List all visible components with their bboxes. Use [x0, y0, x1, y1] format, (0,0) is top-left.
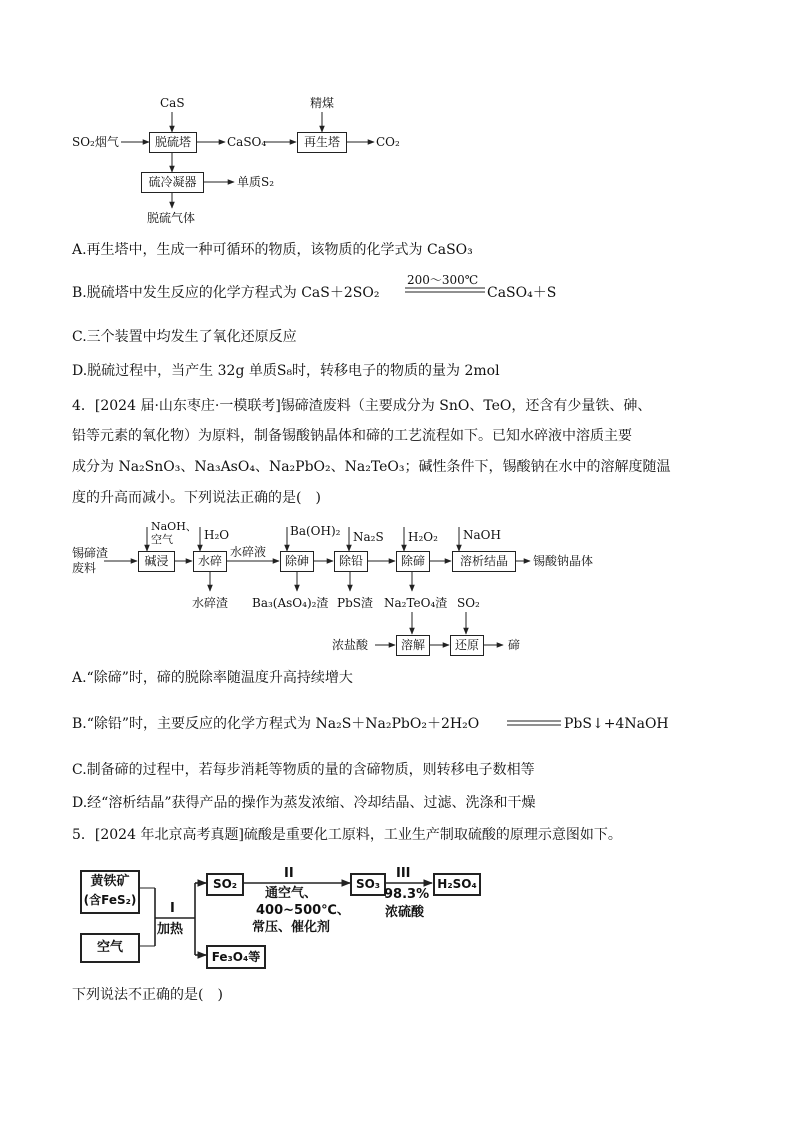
step-i-label: I	[170, 901, 175, 916]
co2-label: CO₂	[376, 135, 400, 149]
tuoliu-qiti-label: 脱硫气体	[147, 211, 196, 225]
feed-label-1: 锡碲渣	[72, 546, 109, 560]
huanyuan-box: 还原	[450, 635, 484, 656]
shuisui-box: 水碎	[193, 551, 227, 572]
q5-stem: 5．[2024 年北京高考真题]硫酸是重要化工原料，工业生产制取硫酸的原理示意图如下。	[72, 827, 622, 843]
rongjie-box: 溶解	[396, 635, 430, 656]
q4-stem-line3: 成分为 Na₂SnO₃、Na₃AsO₄、Na₂PbO₂、Na₂TeO₃；碱性条件下，锡酸钠在水中的溶解度随温	[72, 459, 671, 475]
na2teo4-zha-label: Na₂TeO₄渣	[384, 596, 448, 610]
chudi-box: 除碲	[396, 551, 430, 572]
h2so4-box: H₂SO₄	[433, 873, 481, 896]
chuqian-box: 除铅	[334, 551, 368, 572]
jingmei-label: 精煤	[310, 96, 335, 110]
q4-option-c: C.制备碲的过程中，若每步消耗等物质的量的含碲物质，则转移电子数相等	[72, 762, 535, 778]
kongqi-box: 空气	[80, 933, 140, 963]
so2-box: SO₂	[206, 873, 244, 896]
feed-label-2: 废料	[72, 561, 97, 575]
cond-line-2: 400~500℃、	[256, 903, 350, 918]
q4-option-b-suffix: PbS↓+4NaOH	[564, 716, 669, 732]
ba-aso4-zha-label: Ba₃(AsO₄)₂渣	[252, 596, 329, 610]
naoh-air-label-1: NaOH、	[151, 520, 197, 533]
so2-yanqi-label: SO₂烟气	[72, 135, 119, 149]
jianjin-box: 碱浸	[138, 551, 175, 572]
pbs-zha-label: PbS渣	[337, 596, 373, 610]
q3-option-b-suffix: CaSO₄＋S	[487, 285, 557, 301]
shuisuiye-label: 水碎液	[230, 545, 267, 559]
h2o2-label: H₂O₂	[408, 530, 438, 544]
caso4-label: CaSO₄	[227, 135, 267, 149]
naoh-label: NaOH	[463, 528, 501, 542]
cas-label: CaS	[160, 96, 185, 110]
shuisuizha-label: 水碎渣	[192, 596, 229, 610]
fe3o4-box: Fe₃O₄等	[206, 945, 266, 969]
jiare-label: 加热	[157, 922, 184, 937]
q4-stem-line1: 4．[2024 届·山东枣庄·一模联考]锡碲渣废料（主要成分为 SnO、TeO，还含有少量铁、砷、	[72, 398, 652, 414]
so2-label: SO₂	[457, 596, 480, 610]
q3-option-b-prefix: B.脱硫塔中发生反应的化学方程式为 CaS＋2SO₂	[72, 285, 380, 301]
danzhi-s2-label: 单质S₂	[237, 175, 275, 189]
product-label: 锡酸钠晶体	[533, 554, 594, 568]
hanfes2-label: (含FeS₂)	[83, 893, 137, 907]
cond-line-3: 常压、催化剂	[252, 920, 331, 935]
na2s-label: Na₂S	[353, 530, 384, 544]
nongyansuan-label: 浓盐酸	[332, 638, 369, 652]
q4-stem-line2: 铅等元素的氧化物）为原料，制备锡酸钠晶体和碲的工艺流程如下。已知水碎液中溶质主要	[72, 428, 632, 444]
zaishengta-box: 再生塔	[297, 132, 347, 153]
q4-option-a: A.“除碲”时，碲的脱除率随温度升高持续增大	[72, 670, 353, 686]
step-iii-label: III	[396, 866, 411, 881]
naoh-air-label-2: 空气	[151, 533, 173, 546]
rongxi-jiejing-box: 溶析结晶	[452, 551, 516, 572]
huangtiekuang-label: 黄铁矿	[90, 874, 130, 889]
q3-option-a: A.再生塔中，生成一种可循环的物质，该物质的化学式为 CaSO₃	[72, 242, 473, 258]
q3-option-d: D.脱硫过程中，当产生 32g 单质S₈时，转移电子的物质的量为 2mol	[72, 363, 500, 379]
di-label: 碲	[508, 638, 521, 652]
q3-option-b-condition: 200～300℃	[407, 273, 479, 287]
q5-question: 下列说法不正确的是( )	[72, 987, 223, 1003]
cond-line-1: 通空气、	[265, 886, 318, 901]
q4-stem-line4: 度的升高而减小。下列说法正确的是( )	[72, 490, 321, 506]
tuoliuta-box: 脱硫塔	[149, 132, 197, 153]
huangtiekuang-box	[80, 870, 140, 914]
q3-option-c: C.三个装置中均发生了氧化还原反应	[72, 329, 297, 345]
so3-box: SO₃	[350, 873, 386, 896]
h2o-label: H₂O	[204, 528, 230, 542]
baoh2-label: Ba(OH)₂	[290, 524, 341, 538]
liulengningqi-box: 硫冷凝器	[141, 172, 204, 193]
pct-label: 98.3%	[384, 887, 430, 902]
step-ii-label: II	[284, 866, 294, 881]
q4-option-b-prefix: B.“除铅”时，主要反应的化学方程式为 Na₂S＋Na₂PbO₂＋2H₂O	[72, 716, 480, 732]
nongliusuan-label: 浓硫酸	[385, 905, 425, 920]
q4-option-d: D.经“溶析结晶”获得产品的操作为蒸发浓缩、冷却结晶、过滤、洗涤和干燥	[72, 795, 536, 811]
chushen-box: 除砷	[280, 551, 314, 572]
